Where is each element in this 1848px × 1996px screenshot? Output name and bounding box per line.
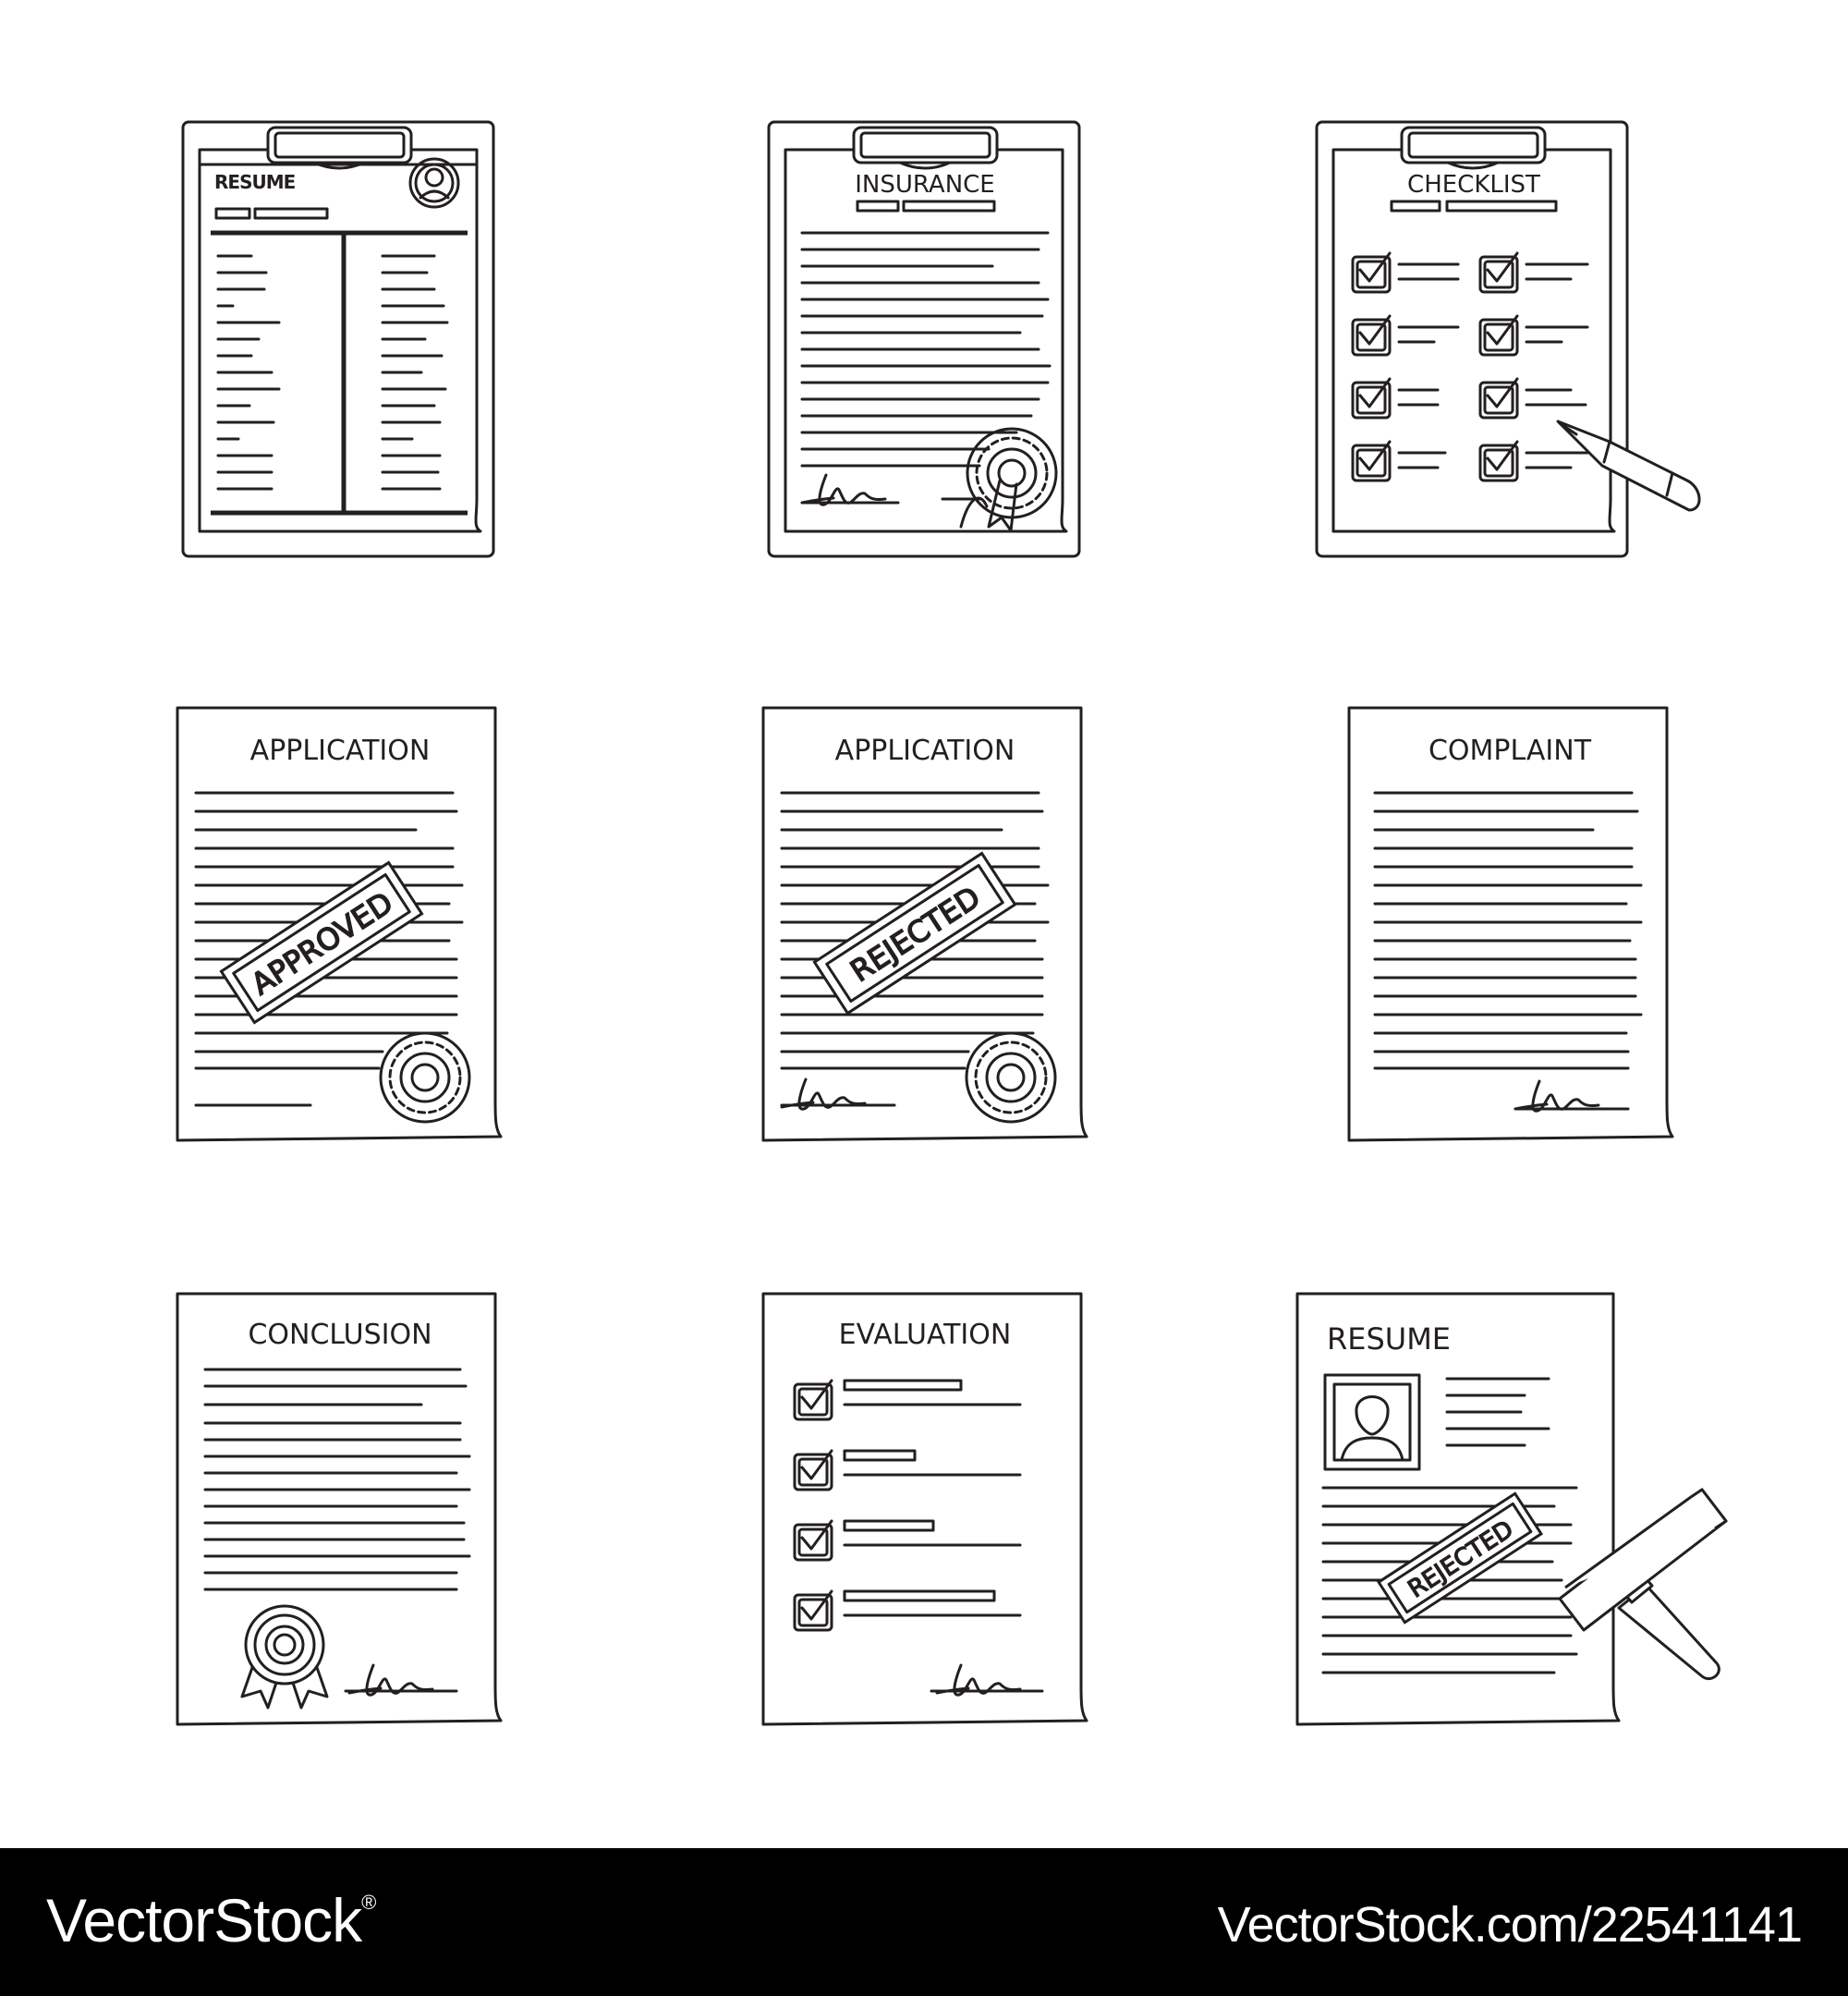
icon-title: RESUME — [1327, 1321, 1452, 1357]
watermark-footer — [0, 1848, 1848, 1996]
icon-title: APPLICATION — [249, 735, 431, 767]
application-approved-icon — [177, 708, 501, 1140]
icon-title: COMPLAINT — [1428, 735, 1592, 767]
stock-url: VectorStock.com/22541141 — [1217, 1897, 1802, 1953]
icon-title: EVALUATION — [838, 1319, 1012, 1351]
stamp-label: REJECTED — [1403, 1515, 1519, 1604]
stamp-label: REJECTED — [844, 879, 987, 990]
complaint-document-icon — [1349, 708, 1672, 1140]
checklist-clipboard-icon — [1317, 122, 1699, 556]
insurance-clipboard-icon — [769, 122, 1079, 556]
evaluation-document-icon — [763, 1294, 1087, 1724]
brand-name: VectorStock — [46, 1886, 362, 1954]
conclusion-document-icon — [177, 1294, 501, 1724]
resume-rejected-icon — [1297, 1294, 1726, 1724]
stamp-label: APPROVED — [245, 884, 399, 1003]
brand-logo — [46, 1885, 375, 1955]
icon-title: CHECKLIST — [1407, 171, 1540, 199]
icon-title: INSURANCE — [855, 171, 995, 199]
icon-title: CONCLUSION — [248, 1319, 432, 1351]
resume-clipboard-icon — [183, 122, 493, 556]
registered-mark: ® — [361, 1891, 376, 1914]
icon-title: APPLICATION — [834, 735, 1015, 767]
application-rejected-icon — [763, 708, 1087, 1140]
icon-title: RESUME — [214, 171, 296, 193]
